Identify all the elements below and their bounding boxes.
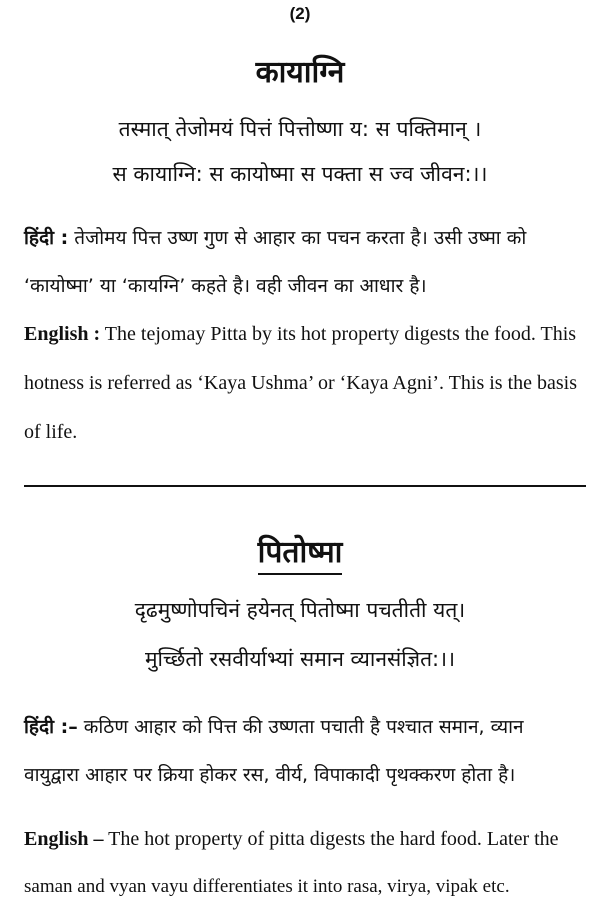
hindi-paragraph-line-1: [24, 224, 584, 250]
section-divider: [24, 485, 586, 487]
english-paragraph-line-3: of life.: [24, 421, 78, 443]
section-heading-text: पितोष्मा: [258, 530, 343, 575]
english-text: The hot property of pitta digests the hard food. Later the: [108, 828, 559, 850]
verse-line-1: दृढमुष्णोपचिनं हयेनत् पितोष्मा पचतीती यत्।: [134, 598, 466, 622]
hindi-label: हिंदी :–: [24, 716, 78, 738]
english-label: English –: [24, 828, 104, 850]
section-heading-text: कायाग्नि: [255, 55, 345, 90]
verse-line-2: मुर्च्छितो रसवीर्याभ्यां समान व्यानसंज्ञित:।।: [144, 647, 456, 671]
verse-line-2: स कायाग्नि: स कायोष्मा स पक्ता स ज्व जीवन:।।: [112, 162, 488, 186]
english-paragraph-line-1: [24, 323, 584, 346]
hindi-paragraph-line-2: वायुद्वारा आहार पर क्रिया होकर रस, वीर्य, विपाकादी पृथक्करण होता है।: [24, 764, 516, 786]
verse-line-1: तस्मात् तेजोमयं पित्तं पित्तोष्णा य: स पक्तिमान् ।: [118, 117, 482, 141]
english-text: The tejomay Pitta by its hot property digests the food. This: [104, 323, 577, 345]
english-paragraph-line-1: [24, 828, 584, 851]
english-label: English :: [24, 323, 101, 345]
section-heading-pitoshma: [0, 530, 600, 575]
hindi-text: तेजोमय पित्त उष्ण गुण से आहार का पचन करता है। उसी उष्मा को: [74, 227, 527, 249]
english-paragraph-line-2: saman and vyan vayu differentiates it into rasa, virya, vipak etc.: [24, 876, 510, 897]
section-heading-kayagni: [0, 50, 600, 91]
hindi-text: कठिण आहार को पित्त की उष्णता पचाती है पश्चात समान, व्यान: [83, 716, 524, 738]
hindi-paragraph-line-2: ‘कायोष्मा’ या ‘कायग्नि’ कहते है। वही जीवन का आधार है।: [24, 275, 427, 297]
page-number: (2): [289, 4, 311, 23]
hindi-paragraph-line-1: [24, 713, 584, 739]
english-paragraph-line-2: hotness is referred as ‘Kaya Ushma’ or ‘Kaya Agni’. This is the basis: [24, 372, 578, 394]
hindi-label: हिंदी :: [24, 227, 69, 249]
